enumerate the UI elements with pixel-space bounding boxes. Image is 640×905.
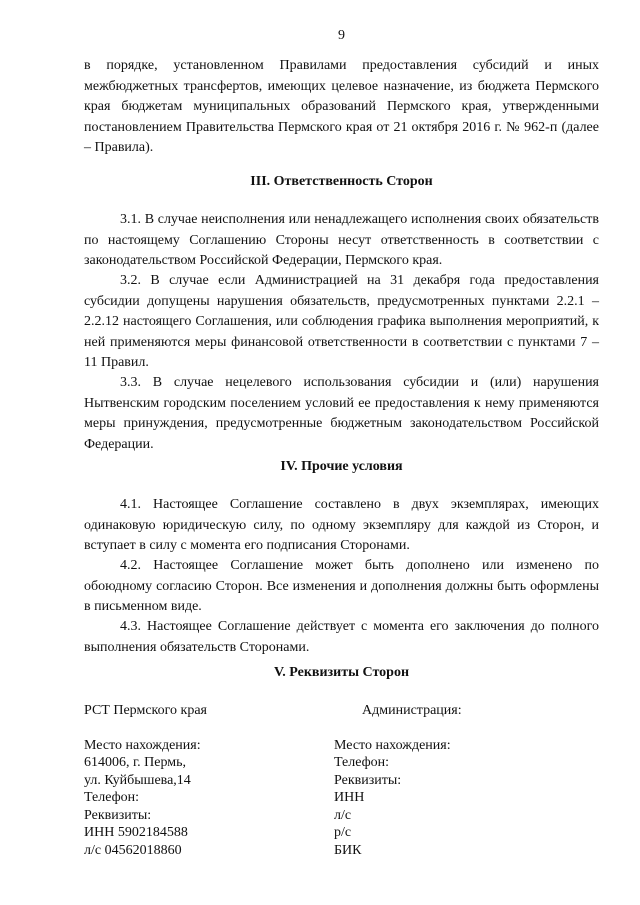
party-right-title: Администрация: [362, 703, 462, 718]
party-right-line: БИК [334, 842, 362, 858]
page-number: 9 [338, 28, 345, 43]
party-right-line: ИНН [334, 790, 365, 805]
paragraph-3-1: 3.1. В случае неисполнения или ненадлежащего исполнения своих обязательств по настоящему Соглашению Стороны несут ответственность в соответствии с законодательством Российской Федерации, Пермского края. [84, 212, 599, 268]
section-5-heading: V. Реквизиты Сторон [273, 665, 410, 680]
party-left-line: Реквизиты: [84, 807, 152, 823]
party-left-title: РСТ Пермского края [84, 703, 207, 718]
section-3-heading: III. Ответственность Сторон [250, 174, 433, 189]
party-details-right [334, 702, 599, 859]
party-right-line: Место нахождения: [334, 737, 451, 753]
paragraph-3-3: 3.3. В случае нецелевого использования субсидии и (или) нарушения Нытвенским городским поселением условий ее предоставления к нему применяются меры принуждения, предусмотренные бюджетным законодательством Российской Федерации. [84, 375, 599, 452]
party-left-line: ИНН 5902184588 [84, 825, 188, 840]
party-right-line: Телефон: [334, 755, 390, 770]
party-left-line: Место нахождения: [84, 737, 201, 753]
paragraph-4-2: 4.2. Настоящее Соглашение может быть дополнено или изменено по обоюдному согласию Сторон. Все изменения и дополнения должны быть оформлены в письменном виде. [84, 558, 599, 614]
paragraph-3-2: 3.2. В случае если Администрацией на 31 декабря года предоставления субсидии допущены нарушения обязательств, предусмотренных пунктами 2.2.1 – 2.2.12 настоящего Соглашения, или соблюдения графика выполнения мероприятий, к ней применяются меры финансовой ответственности в соответствии с пунктами 7 – 11 Правил. [84, 273, 599, 370]
paragraph-4-1: 4.1. Настоящее Соглашение составлено в двух экземплярах, имеющих одинаковую юридическую силу, по одному экземпляру для каждой из Сторон, и вступает в силу с момента его подписания Сторонами. [84, 497, 599, 553]
party-right-line: л/с [334, 807, 352, 823]
party-right-line: Реквизиты: [334, 772, 402, 788]
party-right-line: р/с [334, 825, 352, 840]
party-left-line: Телефон: [84, 790, 140, 805]
party-details-left [84, 702, 314, 859]
party-left-line: ул. Куйбышева,14 [84, 772, 191, 788]
party-left-line: 614006, г. Пермь, [84, 755, 187, 770]
section-4-heading: IV. Прочие условия [280, 459, 403, 474]
intro-paragraph: в порядке, установленном Правилами предоставления субсидий и иных межбюджетных трансфертов, имеющих целевое назначение, из бюджета Пермского края бюджетам муниципальных образований Пермского края, утвержденными постановлением Правительства Пермского края от 21 октября 2016 г. № 962-п (далее – Правила). [84, 58, 599, 155]
party-left-line: л/с 04562018860 [84, 842, 182, 858]
paragraph-4-3: 4.3. Настоящее Соглашение действует с момента его заключения до полного выполнения обязательств Сторонами. [84, 619, 599, 655]
document-page [84, 0, 599, 905]
